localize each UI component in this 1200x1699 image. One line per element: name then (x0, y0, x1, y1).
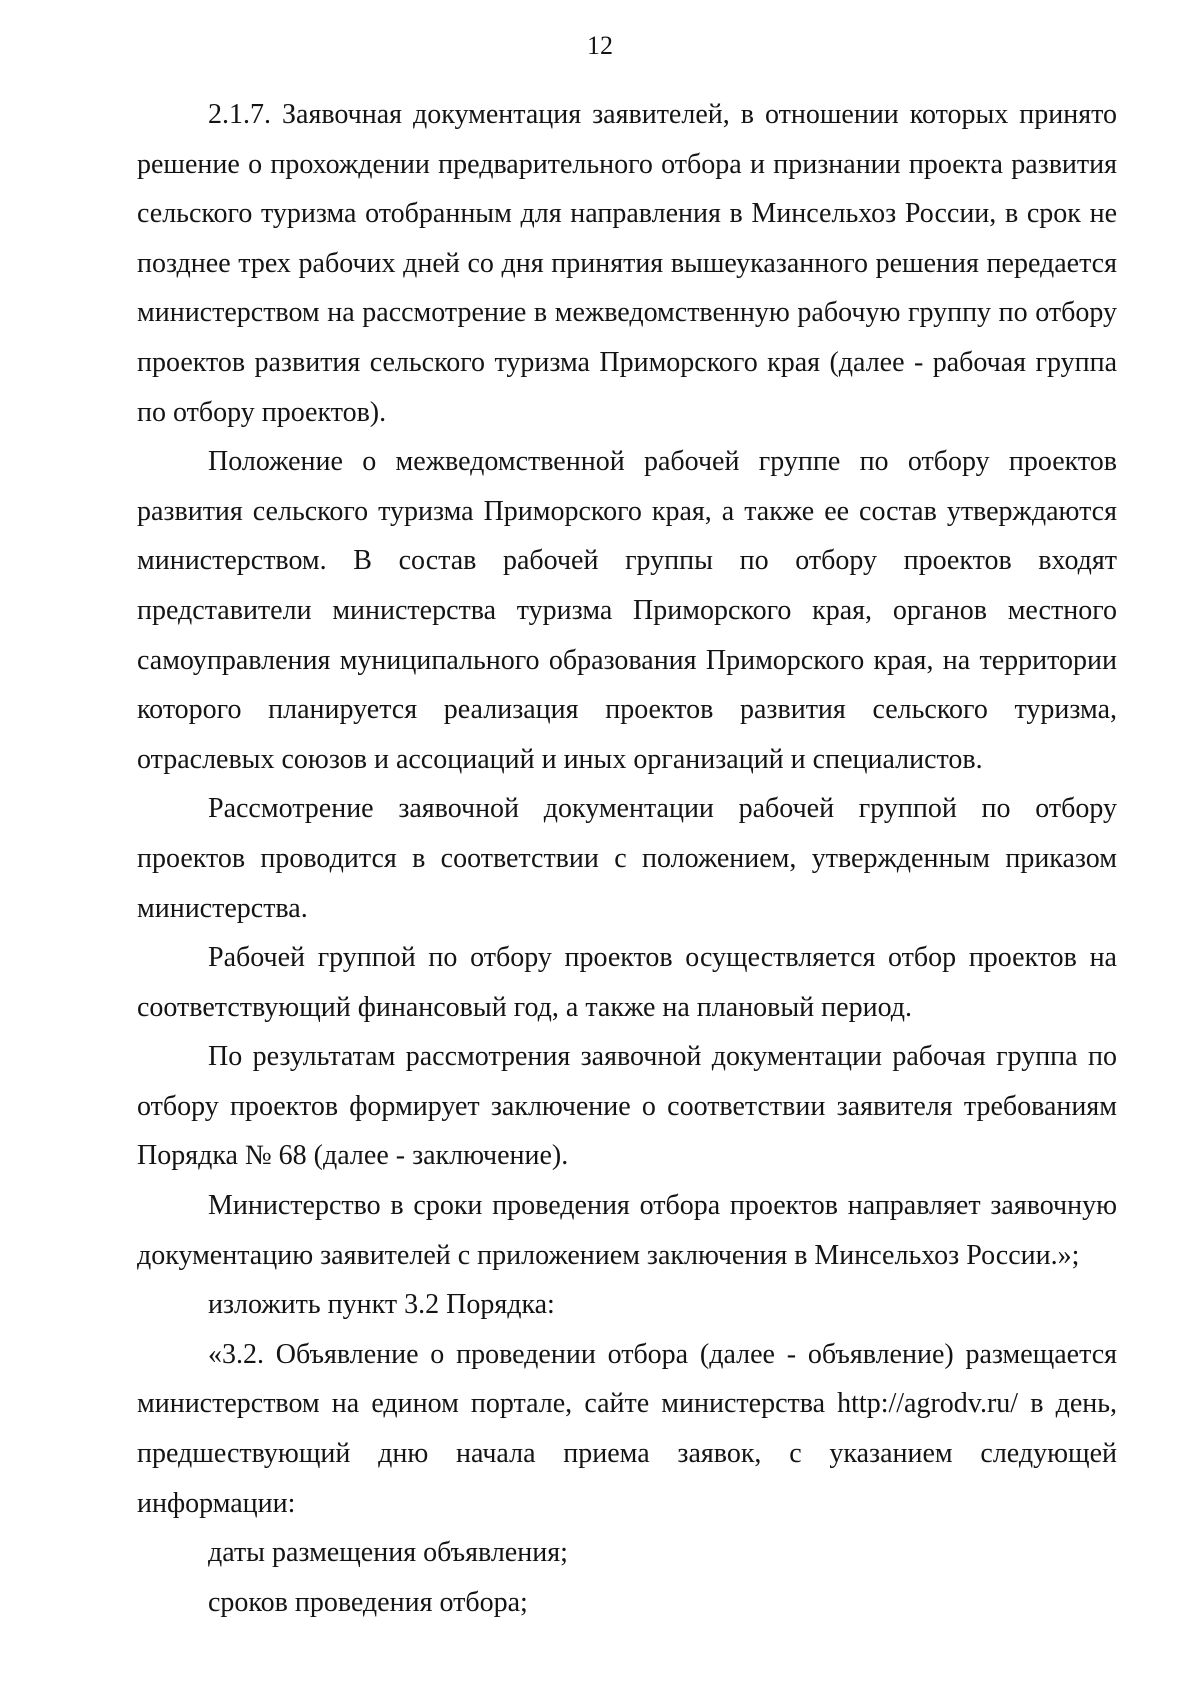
list-item-announcement-date: даты размещения объявления; (208, 1537, 568, 1569)
list-item-selection-terms: сроков проведения отбора; (208, 1586, 528, 1618)
paragraph-conclusion: По результатам рассмотрения заявочной документации рабочая группа по отбору проектов формирует заключение о соответствии заявителя требованиям Порядка № 68 (далее - заключение). (137, 1041, 1117, 1172)
paragraph-review-procedure: Рассмотрение заявочной документации рабочей группой по отбору проектов проводится в соответствии с положением, утвержденным приказом министерства. (137, 793, 1117, 924)
page-number: 12 (587, 31, 613, 60)
paragraph-working-group-regulation: Положение о межведомственной рабочей группе по отбору проектов развития сельского туризма Приморского края, а также ее состав утверждаются министерством. В состав рабочей группы по отбору проектов входят представители министерства туризма Приморского края, органов местного самоуправления муниципального образования Приморского края, на территории которого планируется реализация проектов развития сельского туризма, отраслевых союзов и ассоциаций и иных организаций и специалистов. (137, 446, 1117, 775)
paragraph-amend-clause: изложить пункт 3.2 Порядка: (208, 1289, 555, 1321)
paragraph-selection-period: Рабочей группой по отбору проектов осуществляется отбор проектов на соответствующий финансовый год, а также на плановый период. (137, 942, 1117, 1023)
document-body (137, 90, 1117, 1627)
paragraph-2-1-7: 2.1.7. Заявочная документация заявителей, в отношении которых принято решение о прохождении предварительного отбора и признании проекта развития сельского туризма отобранным для направления в Минсельхоз России, в срок не позднее трех рабочих дней со дня принятия вышеуказанного решения передается министерством на рассмотрение в межведомственную рабочую группу по отбору проектов развития сельского туризма Приморского края (далее - рабочая группа по отбору проектов). (137, 99, 1117, 428)
paragraph-3-2-announcement: «3.2. Объявление о проведении отбора (далее - объявление) размещается министерством на едином портале, сайте министерства http://agrodv.ru/ в день, предшествующий дню начала приема заявок, с указанием следующей информации: (137, 1338, 1117, 1519)
paragraph-ministry-submission: Министерство в сроки проведения отбора проектов направляет заявочную документацию заявителей с приложением заключения в Минсельхоз России.»; (137, 1190, 1117, 1271)
